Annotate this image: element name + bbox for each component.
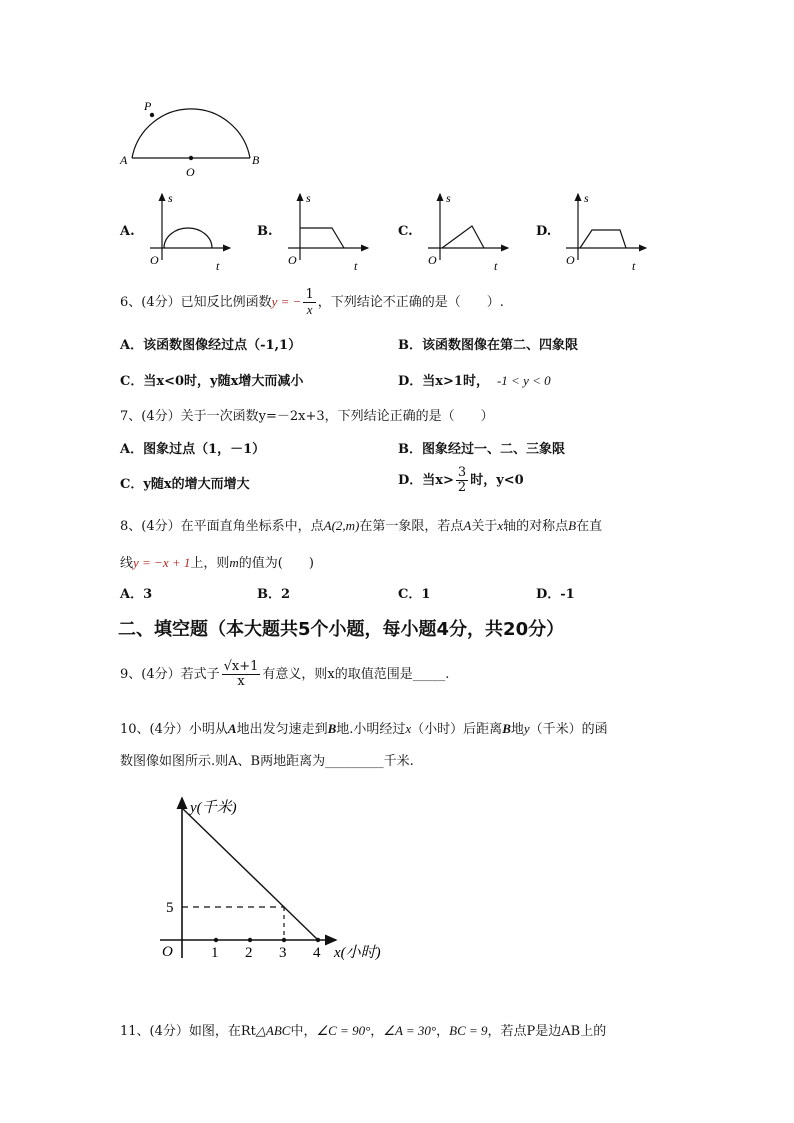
q8-option-b[interactable]: B．2 xyxy=(257,587,291,602)
q8-stem-line2: 线y = −x + 1上，则m的值为( ) xyxy=(120,555,314,571)
q8-option-d[interactable]: D．-1 xyxy=(536,587,575,602)
svg-text:O: O xyxy=(428,253,437,267)
q5-option-c-letter[interactable]: C. xyxy=(398,224,413,239)
x-tick-label-1: 1 xyxy=(211,945,219,961)
q9-fraction: $\frac{√x+1}{x}$ xyxy=(223,659,259,689)
q6-fraction: $\frac{1}{x}$ xyxy=(305,287,314,317)
label-O: O xyxy=(186,165,195,179)
svg-text:s: s xyxy=(168,191,173,205)
q7-option-c[interactable]: C．y随x的增大而增大 xyxy=(120,477,250,492)
graph-c-line xyxy=(442,226,484,248)
q7-stem: 7、(4分）关于一次函数y=－2x+3，下列结论正确的是（ ） xyxy=(120,409,494,424)
svg-text:t: t xyxy=(494,259,498,273)
q6-option-b[interactable]: B．该函数图像在第二、四象限 xyxy=(398,338,578,353)
x-tick-1 xyxy=(214,938,218,942)
svg-text:O: O xyxy=(288,253,297,267)
q9-stem: 9、(4分）若式子 $\frac{√x+1}{x}$ 有意义，则x的取值范围是_____. xyxy=(120,659,450,689)
label-P: P xyxy=(144,99,152,113)
q10-stem-line1: 10、(4分）小明从A地出发匀速走到B地.小明经过x（小时）后距离B地y（千米）的函 xyxy=(120,721,608,737)
q7-option-a[interactable]: A．图象过点（1，－1） xyxy=(120,442,266,457)
svg-text:t: t xyxy=(632,259,636,273)
x-tick-label-4: 4 xyxy=(313,945,321,961)
point-P-dot xyxy=(150,113,154,117)
q5-option-b-letter[interactable]: B. xyxy=(257,224,273,239)
graph10-origin: O xyxy=(162,944,173,960)
q5-option-d-letter[interactable]: D. xyxy=(536,224,552,239)
svg-text:t: t xyxy=(216,259,220,273)
q6-option-d[interactable]: D．当x>1时， -1 < y < 0 xyxy=(398,373,551,389)
label-A: A xyxy=(120,153,128,167)
point-O-dot xyxy=(189,156,193,160)
section2-title: 二、填空题（本大题共5个小题，每小题4分，共20分） xyxy=(118,619,565,640)
svg-text:s: s xyxy=(584,191,589,205)
q8-option-c[interactable]: C．1 xyxy=(398,587,431,602)
q6-option-c[interactable]: C．当x<0时，y随x增大而减小 xyxy=(120,374,304,389)
series-line xyxy=(182,808,318,940)
q5-graph-a xyxy=(146,188,236,274)
q5-option-a-letter[interactable]: A. xyxy=(120,224,135,239)
q6-option-a[interactable]: A．该函数图像经过点（-1,1） xyxy=(120,338,302,353)
svg-text:s: s xyxy=(446,191,451,205)
q6-stem: 6、(4分）已知反比例函数y = − $\frac{1}{x}$ ，下列结论不正确的是（ ）. xyxy=(120,287,504,317)
q5-graph-d xyxy=(562,188,652,274)
q5-graph-c xyxy=(424,188,514,274)
graph-a-curve xyxy=(164,228,212,248)
semicircle-arc xyxy=(132,109,250,158)
graph10-ylabel: y(千米) xyxy=(190,800,237,816)
graph-d-line xyxy=(580,230,626,248)
q7-option-b[interactable]: B．图象经过一、二、三象限 xyxy=(398,442,565,457)
q11-stem: 11、(4分）如图，在Rt△ABC中，∠C = 90°，∠A = 30°，BC = 9，若点P是边AB上的 xyxy=(120,1023,607,1039)
semicircle-figure xyxy=(118,94,268,180)
q5-graph-b xyxy=(284,188,374,274)
svg-text:t: t xyxy=(354,259,358,273)
q10-stem-line2: 数图像如图所示.则A、B两地距离为_________千米. xyxy=(120,754,414,769)
label-B: B xyxy=(252,153,260,167)
graph-b-line xyxy=(300,228,344,248)
graph10-xlabel: x(小时) xyxy=(334,945,381,961)
y-tick-label-5: 5 xyxy=(166,900,174,916)
q8-option-a[interactable]: A．3 xyxy=(120,587,153,602)
svg-text:O: O xyxy=(566,253,575,267)
x-tick-2 xyxy=(248,938,252,942)
q8-stem-line1: 8、(4分）在平面直角坐标系中，点A(2,m)在第一象限，若点A关于x轴的对称点B在直 xyxy=(120,518,603,534)
q10-graph xyxy=(150,790,400,970)
x-tick-label-2: 2 xyxy=(245,945,253,961)
svg-text:O: O xyxy=(150,253,159,267)
svg-text:s: s xyxy=(306,191,311,205)
x-tick-label-3: 3 xyxy=(279,945,287,961)
q7-option-d[interactable]: D．当x> $\frac{3}{2}$ 时，y<0 xyxy=(398,465,524,495)
